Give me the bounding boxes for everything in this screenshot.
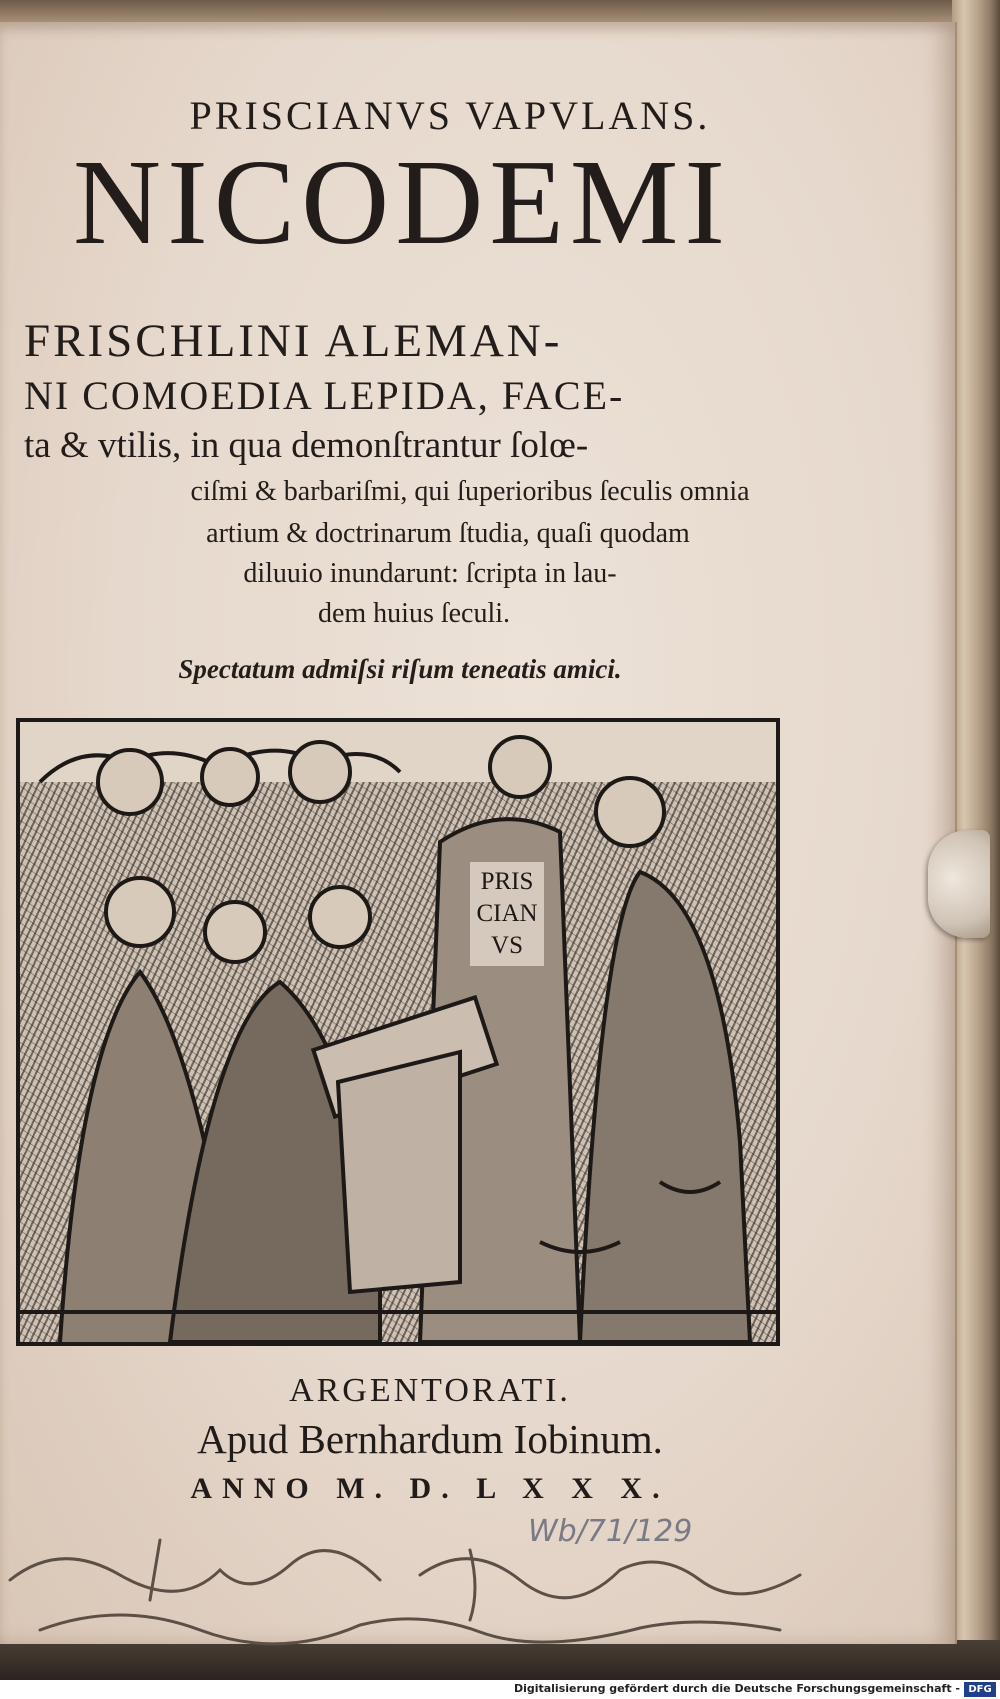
title-line-5: ta & vtilis, in qua demonſtrantur ſolœ- <box>24 425 589 466</box>
woodcut-figures <box>20 722 776 1342</box>
woodcut-illustration <box>16 718 780 1346</box>
book-label: PRIS CIAN VS <box>470 862 544 966</box>
title-line-7: artium & doctrinarum ſtudia, quaſi quodam <box>206 518 690 549</box>
title-line-1: PRISCIANVS VAPVLANS. <box>189 93 711 138</box>
page-clip <box>928 830 990 938</box>
title-line-8: diluuio inundarunt: ſcripta in lau- <box>243 558 617 589</box>
author-name-heading: NICODEMI <box>73 135 731 270</box>
handwritten-dedication <box>0 1520 860 1650</box>
footer-credit: Digitalisierung gefördert durch die Deutsche Forschungsgemeinschaft - <box>513 1682 960 1695</box>
title-line-9: dem huius ſeculi. <box>317 598 511 629</box>
title-line-6: ciſmi & barbariſmi, qui ſuperioribus ſeculis omnia <box>190 476 750 507</box>
imprint-year: ANNO M. D. L X X X. <box>190 1472 670 1505</box>
title-line-3: FRISCHLINI ALEMAN- <box>24 315 563 367</box>
imprint-place: ARGENTORATI. <box>289 1372 571 1409</box>
imprint-printer: Apud Bernhardum Iobinum. <box>197 1416 663 1462</box>
title-line-4: NI COMOEDIA LEPIDA, FACE- <box>24 373 625 418</box>
motto: Spectatum admiſsi riſum teneatis amici. <box>178 654 622 684</box>
dfg-logo: DFG <box>964 1682 996 1697</box>
footer-band <box>0 1680 1000 1699</box>
shelfmark: Wb/71/129 <box>528 1514 693 1549</box>
